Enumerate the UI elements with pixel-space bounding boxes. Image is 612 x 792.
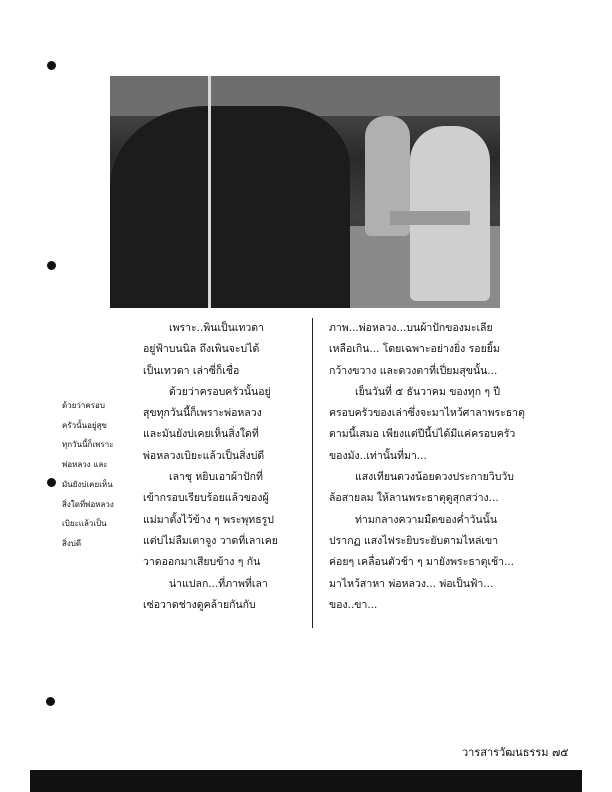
- sidebar-line: ทุกวันนี้ก็เพราะ: [62, 440, 114, 450]
- sidebar-line: สิ่งบ่ดี: [62, 538, 82, 548]
- body-line: ภาพ...พ่อหลวง...บนผ้าปักของมะเลีย: [329, 322, 493, 334]
- binding-hole-mark-4: [46, 697, 55, 706]
- body-line: ค่อยๆ เคลื่อนตัวช้า ๆ มายังพระธาตุเช้า...: [329, 556, 515, 569]
- binding-hole-mark-1: [47, 61, 56, 70]
- body-line: ตามนี้เสมอ เพียงแต่ปีนี้บ่ได้มีแค่ครอบครัว: [329, 428, 516, 441]
- body-line: เพราะ..พินเป็นเทวดา: [169, 322, 265, 334]
- body-line: ครอบครัวของเล่าซึ่งจะมาไหว้ศาลาพระธาตุ: [329, 407, 525, 420]
- body-line: เป็นเทวดา เล่าซี่ก็เชื่อ: [143, 364, 240, 377]
- sidebar-pull-quote: [62, 396, 136, 554]
- left-text-column: [143, 318, 295, 616]
- binding-hole-mark-3: [47, 478, 56, 487]
- body-line: ของ..ขา...: [329, 598, 378, 611]
- sidebar-line: เบิยะแล้วเป็น: [62, 519, 107, 529]
- right-text-column: [329, 318, 525, 616]
- body-line: ปรากฏ แสงไฟระยิบระยับตามไหล่เขา: [329, 534, 499, 547]
- sidebar-line: พ่อหลวง และ: [62, 460, 108, 470]
- body-line: วาดออกมาเสียบข้าง ๆ กัน: [143, 556, 261, 569]
- sidebar-line: ด้วยว่าครอบ: [62, 401, 105, 410]
- body-line: แสงเทียนดวงน้อยดวงประกายวิบวับ: [355, 471, 514, 484]
- royal-visit-photograph: [110, 76, 500, 308]
- body-line: แม่มาตั้งไว้ข้าง ๆ พระพุทธรูป: [143, 513, 274, 526]
- page-number: ๗๕: [551, 746, 569, 759]
- body-line: น่าแปลก...ที่ภาพที่เลา: [169, 577, 268, 590]
- binding-hole-mark-2: [47, 261, 56, 270]
- body-line: เข้ากรอบเรียบร้อยแล้วของผู้: [143, 492, 269, 505]
- body-line: กว้างขวาง และดวงตาที่เปี่ยมสุขนั้น...: [329, 364, 498, 377]
- bottom-scan-border: [30, 770, 582, 792]
- body-line: พ่อหลวงเบิยะแล้วเป็นสิ่งบ่ดี: [143, 449, 265, 462]
- body-line: มาไหว้สาหา พ่อหลวง... พ่อเป็นฟ้า...: [329, 577, 494, 590]
- body-line: เหลือเกิน... โดยเฉพาะอย่างยิ่ง รอยยิ้ม: [329, 343, 500, 356]
- column-divider: [312, 318, 313, 628]
- body-line: แต่บ่ไม่ลืมเตาจูง วาดที่เลาเคย: [143, 534, 278, 547]
- body-line: เลาชุ หยิบเอาผ้าปักที่: [169, 471, 263, 484]
- sidebar-line: มันยังบ่เคยเห็น: [62, 479, 113, 489]
- body-line: เซ่อวาดช่างดูคล้ายกันกับ: [143, 598, 256, 611]
- body-line: สุขทุกวันนี้ก็เพราะพ่อหลวง: [143, 407, 262, 420]
- body-line: และมันยังบ่เคยเห็นสิ่งใดที่: [143, 428, 259, 441]
- page-footer: [462, 743, 569, 761]
- body-line: ด้วยว่าครอบครัวนั้นอยู่: [169, 385, 271, 398]
- sidebar-line: สิ่งใดที่พ่อหลวง: [62, 499, 114, 509]
- body-line: เย็นวันที่ ๕ ธันวาคม ของทุก ๆ ปี: [355, 385, 501, 398]
- running-title: วารสารวัฒนธรรม: [462, 746, 549, 759]
- body-line: อยู่ฟ้าบนนิล ถึงเพินจะบ่ได้: [143, 343, 260, 356]
- body-line: ล้อสายลม ให้ลานพระธาตุดูสุกสว่าง...: [329, 492, 499, 505]
- body-line: ของมัง..เท่านั้นที่มา...: [329, 449, 427, 462]
- sidebar-line: ครัวนั้นอยู่สุข: [62, 420, 107, 430]
- body-line: ท่ามกลางความมืดของค่ำวันนั้น: [355, 513, 497, 526]
